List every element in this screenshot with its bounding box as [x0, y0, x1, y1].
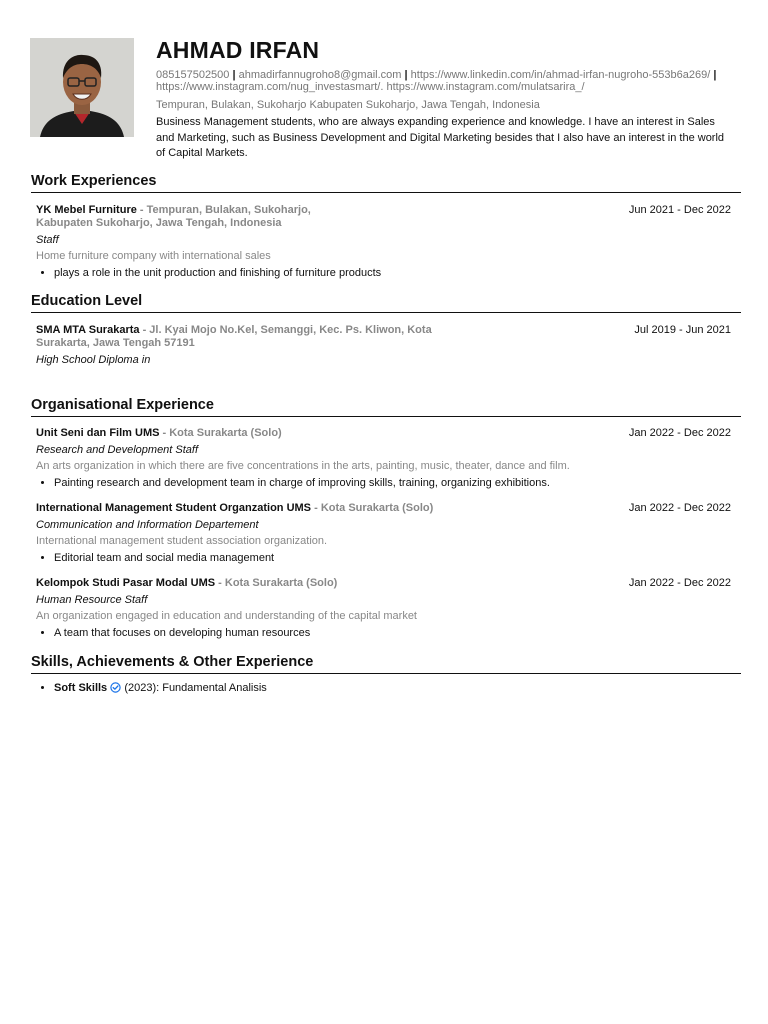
skill-label: Soft Skills: [54, 682, 108, 694]
entry-heading: [36, 204, 731, 230]
entry-heading: [36, 427, 731, 440]
skill-detail: (2023): Fundamental Analisis: [124, 682, 267, 694]
instagram-link-secondary[interactable]: https://www.instagram.com/mulatsarira_/: [386, 81, 585, 93]
entry-description: An organization engaged in education and understanding of the capital market: [36, 610, 417, 622]
entry-bullet: • plays a role in the unit production and finishing of furniture products: [54, 267, 731, 280]
entry-date: Jun 2021 - Dec 2022: [628, 204, 731, 216]
entry-organization: Kelompok Studi Pasar Modal UMS: [36, 577, 216, 589]
entry-date: Jan 2022 - Dec 2022: [628, 427, 731, 439]
entry-description: International management student association organization.: [36, 535, 328, 547]
candidate-location: Tempuran, Bulakan, Sukoharjo Kabupaten Sukoharjo, Jawa Tengah, Indonesia: [156, 99, 540, 111]
entry-bullet: • Painting research and development team in charge of improving skills, training, organizing exhibitions.: [54, 477, 731, 490]
entry-bullet: • A team that focuses on developing human resources: [54, 627, 731, 640]
entry-heading: [36, 577, 731, 590]
entry-heading: [36, 324, 731, 350]
entry-date: Jan 2022 - Dec 2022: [628, 577, 731, 589]
entry-location: Kota Surakarta (Solo): [320, 502, 434, 514]
entry-role: Human Resource Staff: [36, 594, 148, 606]
entry-bullets: [36, 627, 731, 640]
organisation-entry: [36, 502, 731, 565]
entry-heading: [36, 502, 731, 515]
work-entry: [36, 204, 731, 280]
organisation-entry: [36, 577, 731, 640]
entry-dash: -: [311, 502, 321, 514]
entry-role: Communication and Information Departement: [36, 519, 259, 531]
entry-org-line: [36, 204, 336, 230]
entry-location: Tempuran, Bulakan, Sukoharjo, Kabupaten Sukoharjo, Jawa Tengah, Indonesia: [36, 204, 311, 229]
resume-header: [156, 36, 736, 162]
candidate-name: AHMAD IRFAN: [156, 37, 320, 63]
entry-bullets: [36, 552, 731, 565]
entry-organization: SMA MTA Surakarta: [36, 324, 140, 336]
education-entry: [36, 324, 731, 367]
entry-location: Jl. Kyai Mojo No.Kel, Semanggi, Kec. Ps. Kliwon, Kota Surakarta, Jawa Tengah 57191: [36, 324, 432, 349]
entry-organization: International Management Student Organzation UMS: [36, 502, 312, 514]
entry-role: High School Diploma in: [36, 354, 151, 366]
entry-location: Kota Surakarta (Solo): [224, 577, 338, 589]
contact-separator: |: [232, 69, 236, 81]
section-title-work: Work Experiences: [31, 173, 741, 193]
email-link[interactable]: ahmadirfannugroho8@gmail.com: [238, 69, 402, 81]
section-title-organisation: Organisational Experience: [31, 397, 741, 417]
entry-description: Home furniture company with international sales: [36, 250, 271, 262]
entry-date: Jul 2019 - Jun 2021: [634, 324, 731, 336]
entry-organization: YK Mebel Furniture: [36, 204, 137, 216]
linkedin-link[interactable]: https://www.linkedin.com/in/ahmad-irfan-nugroho-553b6a269/: [410, 69, 711, 81]
entry-dash: -: [136, 204, 147, 216]
contact-separator: |: [404, 69, 408, 81]
profile-photo: [30, 38, 134, 137]
entry-role: Research and Development Staff: [36, 444, 199, 456]
organisation-entry: [36, 427, 731, 490]
skills-list: [36, 682, 267, 697]
verified-check-icon[interactable]: [110, 682, 121, 697]
candidate-summary: Business Management students, who are always expanding experience and knowledge. I have an interest in Sales and Marketing, such as Business Development and Digital Marketing besides that I also have an interest in the world of Capital Markets.: [156, 116, 725, 159]
profile-photo-image: [30, 38, 134, 137]
entry-date: Jan 2022 - Dec 2022: [628, 502, 731, 514]
entry-description: An arts organization in which there are five concentrations in the arts, painting, music, theater, dance and film.: [36, 460, 570, 472]
entry-bullet: • Editorial team and social media management: [54, 552, 731, 565]
entry-organization: Unit Seni dan Film UMS: [36, 427, 160, 439]
section-title-education: Education Level: [31, 293, 741, 313]
skills-bullets: [36, 682, 267, 697]
entry-bullets: [36, 477, 731, 490]
entry-location: Kota Surakarta (Solo): [169, 427, 282, 439]
contact-line: [156, 69, 736, 93]
entry-dash: -: [139, 324, 150, 336]
entry-dash: -: [215, 577, 225, 589]
entry-dash: -: [159, 427, 170, 439]
phone-number: 085157502500: [156, 69, 230, 81]
contact-separator: |: [713, 69, 717, 81]
section-title-skills: Skills, Achievements & Other Experience: [31, 654, 741, 674]
skill-item: [54, 682, 267, 697]
entry-org-line: [36, 324, 476, 350]
entry-bullets: [36, 267, 731, 280]
instagram-link[interactable]: https://www.instagram.com/nug_investasmart/.: [156, 81, 384, 93]
entry-role: Staff: [36, 234, 59, 246]
